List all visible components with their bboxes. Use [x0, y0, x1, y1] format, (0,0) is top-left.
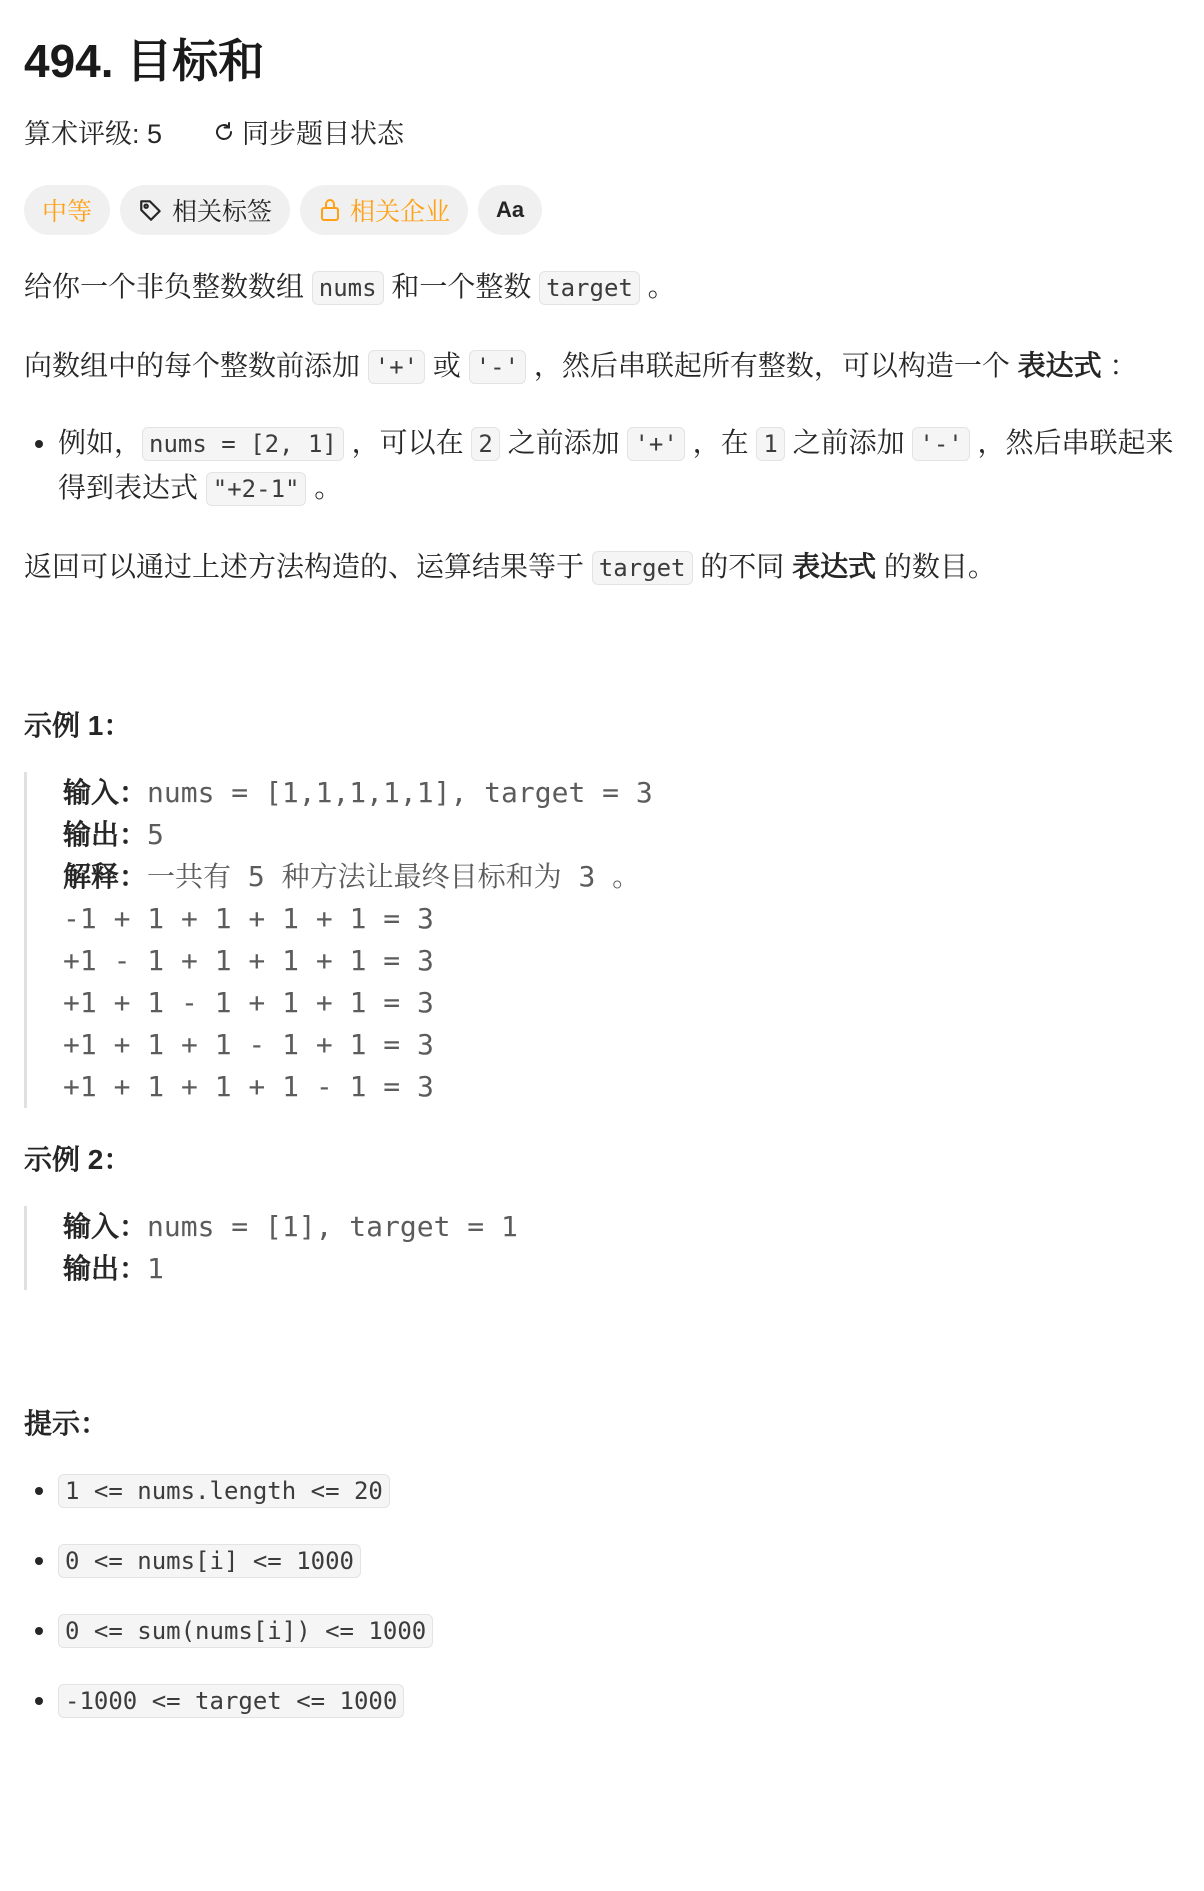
inline-code: '-': [469, 350, 526, 384]
difficulty-badge: [24, 185, 110, 235]
hint-code: 0 <= nums[i] <= 1000: [58, 1544, 361, 1578]
inline-code: target: [539, 271, 640, 305]
inline-code: '+': [368, 350, 425, 384]
text: 之前添加: [784, 427, 913, 458]
hint-item: [58, 1680, 1180, 1721]
output-label: 输出：: [63, 819, 148, 850]
hints-heading: 提示：: [24, 1408, 109, 1439]
example-1-block: [24, 772, 1180, 1108]
example-1-heading: 示例 1：: [24, 710, 132, 741]
difficulty-label: 中等: [42, 198, 93, 226]
hint-code: -1000 <= target <= 1000: [58, 1684, 404, 1718]
input-label: 输入：: [63, 777, 148, 808]
inline-code: nums: [312, 271, 384, 305]
bold-term: 表达式: [792, 551, 877, 582]
text: 返回可以通过上述方法构造的、运算结果等于: [24, 551, 592, 582]
rating-label: 算术评级: 5: [24, 119, 163, 149]
translate-icon: Aa: [496, 197, 525, 222]
explanation-line: +1 + 1 + 1 + 1 - 1 = 3: [63, 1070, 434, 1103]
problem-title[interactable]: 494. 目标和: [24, 35, 265, 87]
hints-list: [24, 1470, 1180, 1721]
tag-row: [24, 185, 1180, 235]
text: 的数目。: [876, 551, 996, 582]
list-item: [58, 421, 1180, 511]
bold-term: 表达式: [1017, 350, 1102, 381]
hint-item: [58, 1540, 1180, 1581]
text: 。: [639, 271, 676, 302]
text: 例如，: [58, 427, 143, 458]
inline-code: target: [592, 551, 693, 585]
related-companies-label: 相关企业: [350, 198, 451, 226]
inline-code: 2: [471, 427, 499, 461]
related-tags-label: 相关标签: [172, 198, 273, 226]
text: 或: [425, 350, 469, 381]
text: 的不同: [692, 551, 793, 582]
inline-code: "+2-1": [206, 472, 307, 506]
tag-icon: [138, 197, 164, 223]
sync-status-button[interactable]: [212, 112, 404, 151]
example-output: 5: [147, 818, 164, 851]
description-list: [24, 421, 1180, 511]
description-paragraph-1: [24, 265, 1180, 310]
inline-code: 1: [756, 427, 784, 461]
text: ：: [1101, 350, 1138, 381]
related-tags-button[interactable]: [120, 185, 290, 235]
explanation-line: +1 + 1 - 1 + 1 + 1 = 3: [63, 986, 434, 1019]
text: ，可以在: [343, 427, 472, 458]
text: 之前添加: [499, 427, 628, 458]
problem-meta: [24, 112, 1180, 151]
text: 。: [306, 472, 343, 503]
inline-code: '+': [627, 427, 684, 461]
text: 向数组中的每个整数前添加: [24, 350, 368, 381]
inline-code: '-': [912, 427, 969, 461]
lock-icon: [318, 197, 342, 223]
description-paragraph-3: [24, 545, 1180, 590]
example-2-block: [24, 1206, 1180, 1290]
explanation-line: +1 + 1 + 1 - 1 + 1 = 3: [63, 1028, 434, 1061]
text: ，然后串联起所有整数，可以构造一个: [526, 350, 1018, 381]
explanation-line: -1 + 1 + 1 + 1 + 1 = 3: [63, 902, 434, 935]
text: ，在: [684, 427, 757, 458]
hint-item: [58, 1610, 1180, 1651]
description-paragraph-2: [24, 344, 1180, 389]
translate-button[interactable]: [478, 185, 542, 235]
hint-item: [58, 1470, 1180, 1511]
inline-code: nums = [2, 1]: [142, 427, 344, 461]
hint-code: 0 <= sum(nums[i]) <= 1000: [58, 1614, 433, 1648]
example-explanation: 一共有 5 种方法让最终目标和为 3 。: [147, 860, 641, 893]
sync-status-label: 同步题目状态: [242, 119, 405, 149]
explain-label: 解释：: [63, 861, 148, 892]
text: 给你一个非负整数数组: [24, 271, 312, 302]
example-input: nums = [1,1,1,1,1], target = 3: [147, 776, 653, 809]
related-companies-button[interactable]: [300, 185, 468, 235]
example-output: 1: [147, 1252, 164, 1285]
hint-code: 1 <= nums.length <= 20: [58, 1474, 390, 1508]
text: ，然后串联起来得到表达式: [58, 427, 1174, 503]
text: 和一个整数: [383, 271, 540, 302]
output-label: 输出：: [63, 1253, 148, 1284]
example-input: nums = [1], target = 1: [147, 1210, 518, 1243]
explanation-line: +1 - 1 + 1 + 1 + 1 = 3: [63, 944, 434, 977]
example-2-heading: 示例 2：: [24, 1144, 132, 1175]
input-label: 输入：: [63, 1211, 148, 1242]
refresh-icon: [212, 120, 236, 144]
